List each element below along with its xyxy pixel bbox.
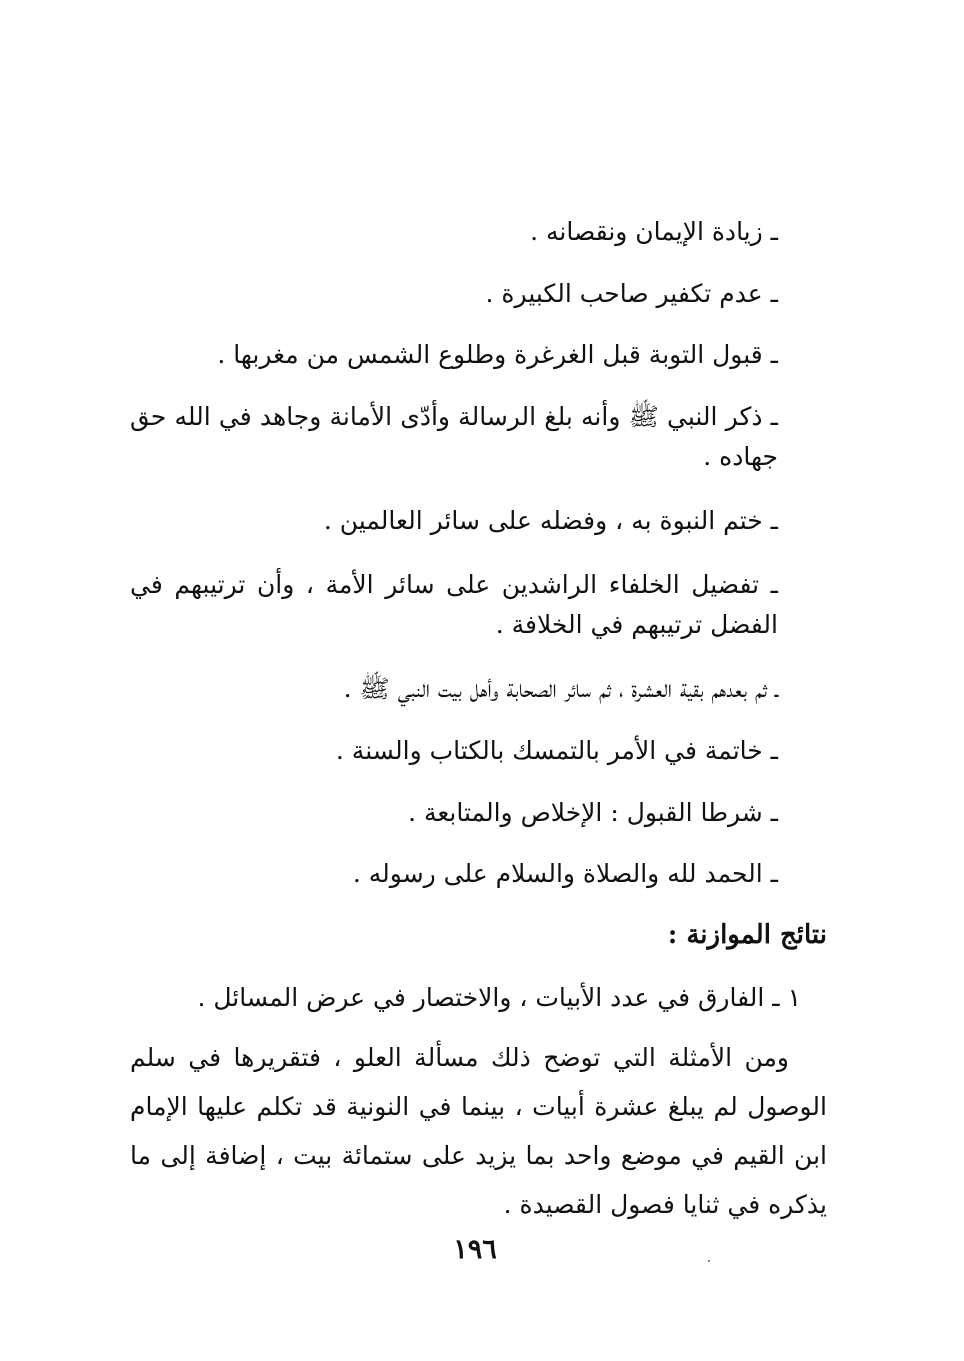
numbered-item: ١ ـ الفارق في عدد الأبيات ، والاختصار في عرض المسائل . [197, 983, 801, 1012]
bullet-item: ـ ختم النبوة به ، وفضله على سائر العالمين . [323, 506, 778, 535]
page-number: ١٩٦ [453, 1234, 497, 1265]
bullet-item: ـ عدم تكفير صاحب الكبيرة . [485, 279, 778, 308]
scan-speck [708, 1260, 710, 1262]
section-heading: نتائج الموازنة : [667, 920, 827, 950]
bullet-item: ـ خاتمة في الأمر بالتمسك بالكتاب والسنة . [335, 736, 778, 765]
bullet-item: ـ شرطا القبول : الإخلاص والمتابعة . [408, 798, 778, 827]
bullet-item: ـ ثم بعدهم بقية العشرة ، ثم سائر الصحابة وأهل بيت النبي ﷺ . [343, 674, 778, 703]
bullet-item: ـ تفضيل الخلفاء الراشدين على سائر الأمة ، وأن ترتيبهم في الفضل ترتيبهم في الخلافة . [130, 570, 778, 639]
bullet-item: ـ ذكر النبي ﷺ وأنه بلغ الرسالة وأدّى الأمانة وجاهد في الله حق جهاده . [130, 402, 778, 471]
bullet-item: ـ قبول التوبة قبل الغرغرة وطلوع الشمس من مغربها . [217, 340, 778, 369]
bullet-item: ـ الحمد لله والصلاة والسلام على رسوله . [352, 859, 778, 888]
bullet-item: ـ زيادة الإيمان ونقصانه . [530, 217, 778, 246]
body-paragraph: ومن الأمثلة التي توضح ذلك مسألة العلو ، فتقريرها في سلم الوصول لم يبلغ عشرة أبيات ، بينما في النونية قد تكلم عليها الإمام ابن القيم في موضع واحد بما يزيد على ستمائة بيت ، إضافة إلى ما يذكره في ثنايا فصول القصيدة . [130, 1043, 827, 1219]
